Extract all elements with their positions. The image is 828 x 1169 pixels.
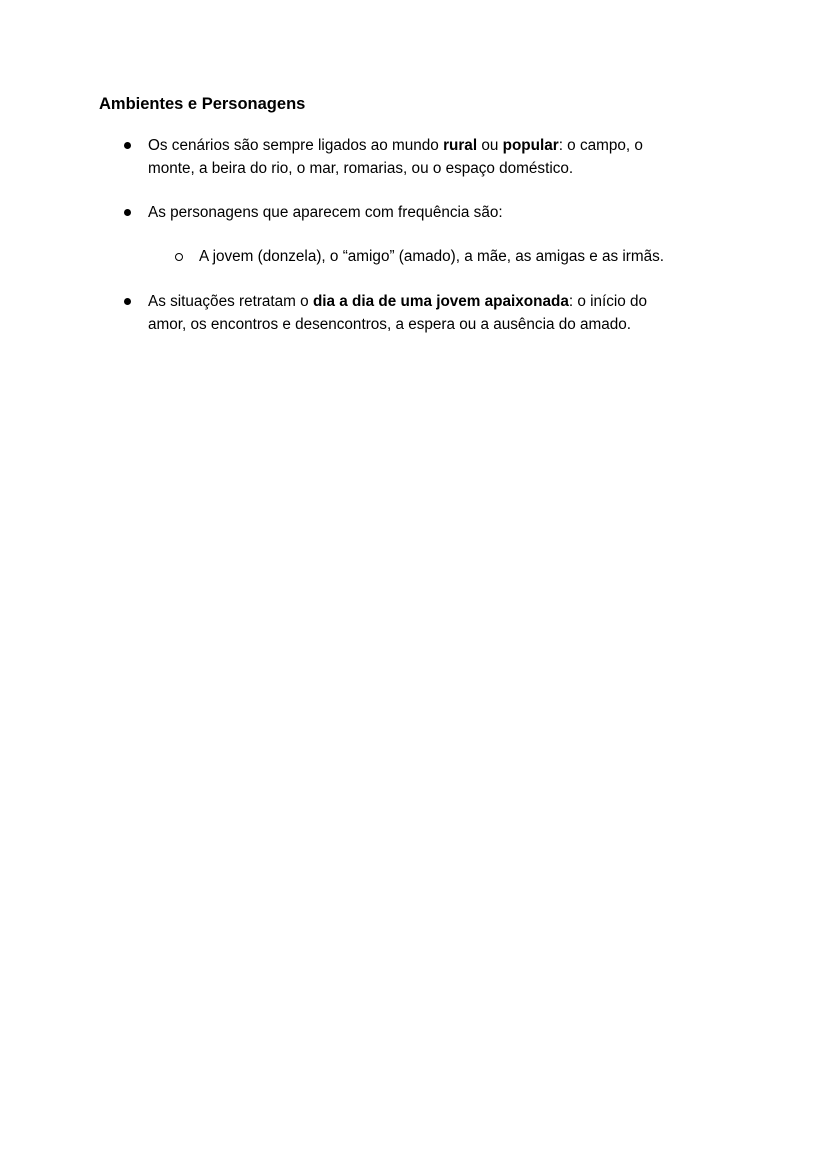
text-segment-bold: popular [502,137,559,154]
list-item [99,201,729,224]
bullet-disc-icon [124,298,131,305]
text-segment: As situações retratam o [148,293,313,310]
text-segment: As personagens que aparecem com frequência são: [148,204,503,221]
bullet-circle-icon [175,253,183,261]
list-item [99,134,729,180]
nested-list-item [99,245,729,268]
text-segment: : o início do [568,293,648,310]
list-item-text [199,245,729,268]
text-segment-bold: dia a dia de uma jovem apaixonada [312,293,569,310]
document-content [99,93,729,357]
text-segment: : o campo, o [558,137,643,154]
list-item-text [148,134,729,180]
text-segment: amor, os encontros e desencontros, a espera ou a ausência do amado. [148,316,632,333]
text-segment: A jovem (donzela), o “amigo” (amado), a mãe, as amigas e as irmãs. [199,248,665,265]
bullet-disc-icon [124,142,131,149]
bullet-disc-icon [124,209,131,216]
section-heading: Ambientes e Personagens [99,95,306,113]
text-segment: ou [477,137,503,154]
text-segment: Os cenários são sempre ligados ao mundo [148,137,444,154]
list-item [99,290,729,336]
text-segment: monte, a beira do rio, o mar, romarias, ou o espaço doméstico. [148,160,574,177]
list-item-text [148,290,729,336]
text-segment-bold: rural [443,137,478,154]
list-item-text [148,201,729,224]
